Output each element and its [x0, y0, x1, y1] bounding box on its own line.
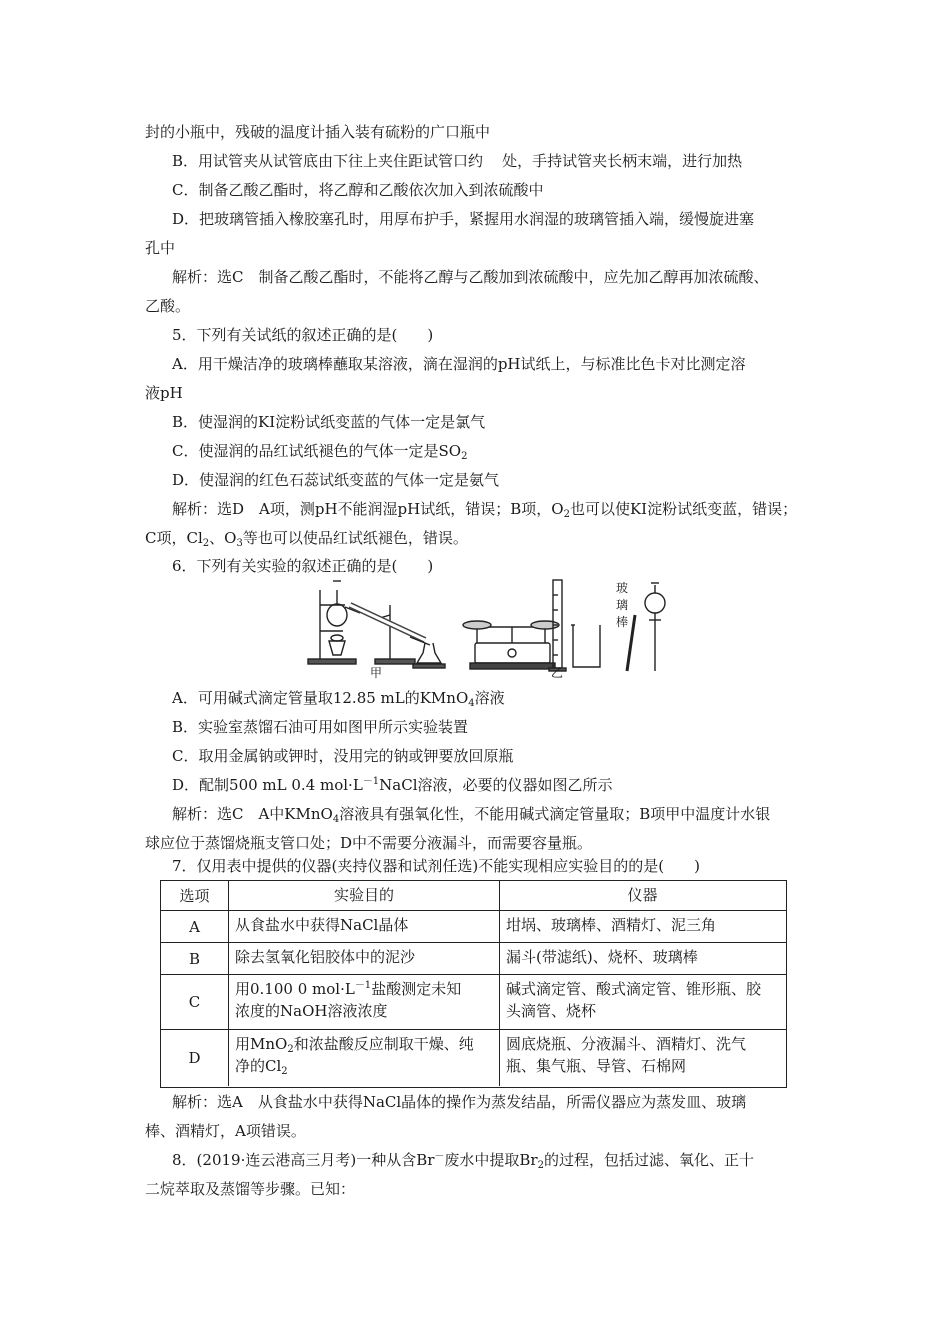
cell-purpose: 从食盐水中获得NaCl晶体	[229, 911, 500, 942]
header-option: 选项	[161, 881, 229, 910]
analysis: 解析：选C A中KMnO$_4$溶液具有强氧化性，不能用碱式滴定管量取；B项甲中温度计水银	[172, 805, 771, 825]
apparatus-figure	[305, 575, 675, 680]
cell-instruments: 坩埚、玻璃棒、酒精灯、泥三角	[506, 916, 717, 934]
analysis: 解析：选D A项，测pH不能润湿pH试纸，错误；B项，$O_2$也可以使KI淀粉试纸变蓝，错误；	[172, 500, 798, 520]
text-line: 液pH	[145, 384, 183, 402]
question-7: 7．仅用表中提供的仪器(夹持仪器和试剂任选)不能实现相应实验目的的是( )	[172, 857, 700, 875]
option-c: C．制备乙酸乙酯时，将乙醇和乙酸依次加入到浓硫酸中	[172, 181, 544, 199]
table-row	[161, 910, 786, 942]
text-line: 孔中	[145, 239, 176, 257]
cell-option: C	[161, 975, 229, 1029]
header-instruments: 仪器	[627, 886, 658, 904]
option-b: B．用试管夹从试管底由下往上夹住距试管口约 处，手持试管夹长柄末端，进行加热	[172, 152, 743, 170]
option-d: D．使湿润的红色石蕊试纸变蓝的气体一定是氨气	[172, 471, 500, 489]
option-a: A．可用碱式滴定管量取12.85 mL的KMnO$_4$溶液	[172, 689, 505, 709]
cell-option: B	[161, 943, 229, 974]
option-d: D．配制500 mL 0.4 $mol\cdot L^{-1}NaCl$溶液，必要的仪器如图乙所示	[172, 776, 613, 794]
text-line: 棒、酒精灯，A项错误。	[145, 1122, 306, 1140]
option-a: A．用干燥洁净的玻璃棒蘸取某溶液，滴在湿润的pH试纸上，与标准比色卡对比测定溶	[172, 355, 746, 373]
table-row	[161, 1029, 786, 1086]
table-row	[161, 974, 786, 1029]
text-line: 封的小瓶中，残破的温度计插入装有硫粉的广口瓶中	[145, 123, 491, 141]
option-c: C．取用金属钠或钾时，没用完的钠或钾要放回原瓶	[172, 747, 514, 765]
label-jia: 甲	[370, 666, 383, 680]
text-line: 二烷萃取及蒸馏等步骤。已知：	[145, 1180, 356, 1198]
analysis: 解析：选A 从食盐水中获得NaCl晶体的操作为蒸发结晶，所需仪器应为蒸发皿、玻璃	[172, 1093, 747, 1111]
table-row	[161, 942, 786, 974]
cell-purpose: 用MnO$_2$和浓盐酸反应制取干燥、纯 净的$Cl_2$	[229, 1030, 500, 1086]
label-yi: 乙	[551, 666, 564, 680]
text-line: 乙酸。	[145, 297, 191, 315]
option-b: B．实验室蒸馏石油可用如图甲所示实验装置	[172, 718, 469, 736]
instruments-table	[160, 880, 787, 1088]
table-header	[161, 881, 786, 910]
cell-instruments: 碱式滴定管、酸式滴定管、锥形瓶、胶 头滴管、烧杯	[506, 980, 762, 1020]
option-d: D．把玻璃管插入橡胶塞孔时，用厚布护手，紧握用水润湿的玻璃管插入端，缓慢旋进塞	[172, 210, 755, 228]
cell-instruments: 漏斗(带滤纸)、烧杯、玻璃棒	[506, 948, 698, 966]
analysis: 解析：选C 制备乙酸乙酯时，不能将乙醇与乙酸加到浓硫酸中，应先加乙醇再加浓硫酸、	[172, 268, 769, 286]
label-rod: 玻 璃 棒	[616, 581, 629, 629]
question-8: 8．(2019·连云港高三月考)一种从含Br－废水中提取$Br_2$的过程，包括过滤、氧化、正十	[172, 1151, 754, 1171]
header-purpose: 实验目的	[229, 881, 500, 910]
text-line: 球应位于蒸馏烧瓶支管口处；D中不需要分液漏斗，而需要容量瓶。	[145, 834, 593, 852]
question-5: 5．下列有关试纸的叙述正确的是( )	[172, 326, 434, 344]
option-c: C．使湿润的品红试纸褪色的气体一定是$SO_2$	[172, 442, 468, 462]
cell-option: D	[161, 1030, 229, 1086]
cell-instruments: 圆底烧瓶、分液漏斗、酒精灯、洗气 瓶、集气瓶、导管、石棉网	[506, 1035, 747, 1075]
cell-purpose: 除去氢氧化铝胶体中的泥沙	[229, 943, 500, 974]
text-line: C项，$Cl_2$、$O_3$等也可以使品红试纸褪色，错误。	[145, 529, 468, 549]
cell-option: A	[161, 911, 229, 942]
option-b: B．使湿润的KI淀粉试纸变蓝的气体一定是氯气	[172, 413, 486, 431]
cell-purpose: 用0.100 0 $mol\cdot L^{-1}$盐酸测定未知 浓度的NaOH溶液浓度	[229, 975, 500, 1029]
question-6: 6．下列有关实验的叙述正确的是( )	[172, 557, 434, 575]
